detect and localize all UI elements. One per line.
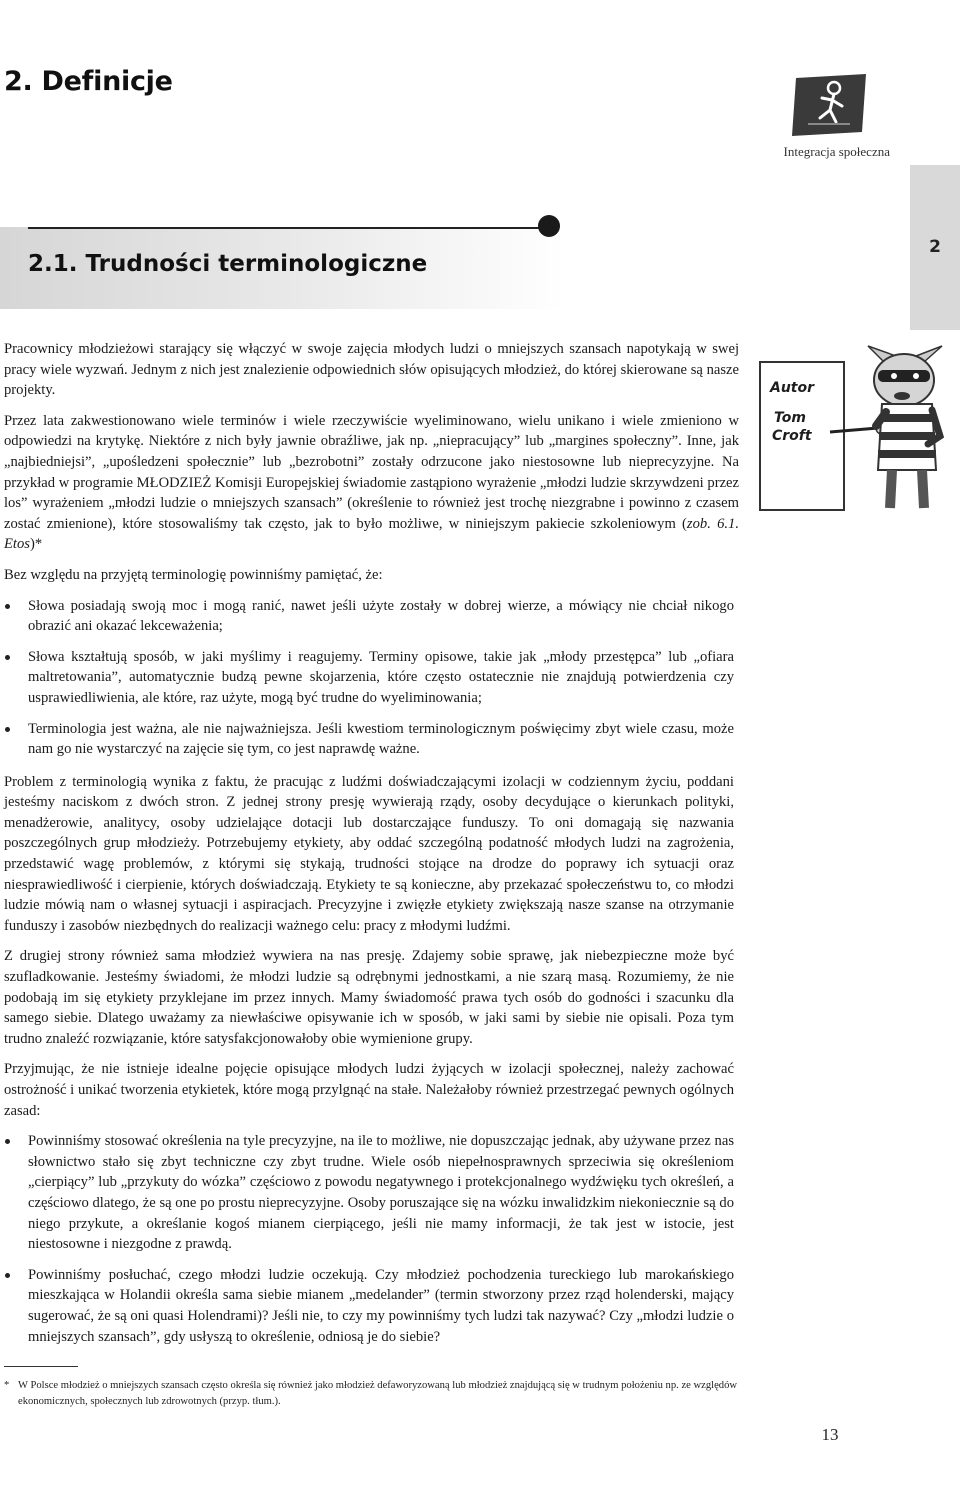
integration-logo xyxy=(790,74,870,138)
footnote-marker: )* xyxy=(29,536,43,553)
section-rule xyxy=(28,227,548,229)
logo-caption: Integracja społeczna xyxy=(783,144,890,159)
footnote-mark: * xyxy=(4,1380,10,1391)
footnote-rule xyxy=(4,1366,78,1367)
youth-pressure-paragraph: Z drugiej strony również sama młodzież wywiera na nas presję. Zdajemy sobie sprawę, jak niebezpieczne może być szufladkowanie. Jesteśmy świadomi, że młodzi ludzie są odrębnymi jednostkami, a nie szarą masą. Rozumiemy, że nie podobają im się etykiety przyklejane im przez innych. Mamy świadomość prawa tych osób do godności i szacunku dla samego siebie. Dlatego uważamy za niewłaściwe opisywanie ich w sposób, w jaki sami by siebie nie opisali. Poza tym trudno znaleźć rozwiązanie, które satysfakcjonowałoby obie wymienione grupy. xyxy=(4,948,734,1047)
footnote-text: W Polsce młodzież o mniejszych szansach często określa się również jako młodzież defaworyzowaną lub młodzież znajdującą się w trudnym położeniu np. ze względów ekonomicznych, społecznych lub zdrowotnych (przyp. tłum.). xyxy=(18,1380,738,1407)
list-item: Słowa posiadają swoją moc i mogą ranić, nawet jeśli użyte zostały w dobrej wierze, a mówiący nie chciał nikogo obrazić ani okazać lekceważenia; xyxy=(4,596,734,637)
chapter-title: 2. Definicje xyxy=(4,66,173,97)
principles-list xyxy=(4,1131,734,1347)
author-illustration xyxy=(756,340,956,520)
section-dot xyxy=(538,215,560,237)
list-item: Słowa kształtują sposób, w jaki myślimy i reagujemy. Terminy opisowe, takie jak „młody przestępca” lub „ofiara maltretowania”, automatycznie budzą pewne skojarzenia, które często ostatecznie nie znajdują potwierdzenia czy usprawiedliwienia, ale które, raz użyte, mogą być trudne do wyeliminowania; xyxy=(4,647,734,709)
cartoon-cat-pointer-icon xyxy=(756,340,956,520)
terms-history-text: Przez lata zakwestionowano wiele terminów i wiele rzeczywiście wyeliminowano, wielu unikano i wiele zmieniono w odpowiedzi na krytykę. Niektóre z nich były jawnie obraźliwe, jak np. „niepracujący” lub „margines społeczny”. Inne, jak „najbiedniejsi”, „upośledzeni społecznie” lub „bezrobotni” zostały odrzucone jako niestosowne lub nieprecyzyjne. Na przykład w programie MŁODZIEŻ Komisji Europejskiej świadomie zastąpiono wyrażenie „młodzi ludzie skrzywdzeni przez los” wyrażeniem „młodzi ludzie o mniejszych szansach” (określenie to również jest trochę niezgrabne i powinno z czasem zostać zmienione), które stosowaliśmy tak często, jak to było możliwe, w niniejszym pakiecie szkoleniowym ( xyxy=(4,412,739,532)
list-item: Powinniśmy stosować określenia na tyle precyzyjne, na ile to możliwe, nie dopuszczając jednak, aby używane przez nas słownictwo stało się zbyt techniczne czy zbyt trudne. Wiele osób niepełnosprawnych sprzeciwia się określeniom „cierpiący” lub „przykuty do wózka” częściowo z powodu negatywnego i protekcjonalnego wydźwięku tych określeń, a częściowo dlatego, że są one po prostu nieprecyzyjne. Osoby poruszające się na wózku inwalidzkim niekoniecznie są do niego przykute, a określanie kogoś mianem cierpiącego, jeśli nie mamy informacji, że tak jest w istocie, jest niestosowne i niezgodne z prawdą. xyxy=(4,1131,734,1255)
footnote xyxy=(4,1378,739,1410)
list-item: Terminologia jest ważna, ale nie najważniejsza. Jeśli kwestiom terminologicznym poświęcimy zbyt wiele czasu, może nam go nie wystarczyć na zajęcie się tym, co jest naprawdę ważne. xyxy=(4,719,734,760)
list-item: Powinniśmy posłuchać, czego młodzi ludzie oczekują. Czy młodzież pochodzenia tureckiego lub marokańskiego mieszkająca w Holandii określa sama siebie mianem „medelander” (termin stworzony przez rząd holenderski, mający sugerować, że są oni quasi Holendrami)? Jeśli nie, to czy my powinniśmy tych ludzi tak nazywać? Czy „młodzi ludzie o mniejszych szansach”, gdy usłyszą to określenie, odniosą je do siebie? xyxy=(4,1265,734,1347)
intro-paragraph: Pracownicy młodzieżowi starający się włączyć w swoje zajęcia młodych ludzi o mniejszych szansach napotykają w swej pracy wiele wyzwań. Jednym z nich jest znalezienie odpowiednich słów opisujących młodzież, do której skierowane są nasze projekty. xyxy=(4,341,739,399)
board-line-1: Autor xyxy=(770,380,815,396)
board-line-2: Tom xyxy=(774,410,806,426)
section-title: 2.1. Trudności terminologiczne xyxy=(28,251,428,277)
terms-history-paragraph xyxy=(4,411,739,555)
chapter-side-tab xyxy=(910,165,960,330)
reminder-intro: Bez względu na przyjętą terminologię powinniśmy pamiętać, że: xyxy=(4,566,383,583)
figure-climbing-icon xyxy=(790,74,870,138)
cross-reference: zob. 6.1. Etos xyxy=(4,515,739,553)
board-line-3: Croft xyxy=(772,428,812,444)
article-body xyxy=(4,339,739,1359)
side-tab-number: 2 xyxy=(929,237,941,257)
principles-intro: Przyjmując, że nie istnieje idealne pojęcie opisujące młodych ludzi żyjących w izolacji społecznej, należy zachować ostrożność i unikać tworzenia etykietek, które mogą przylgnąć na stałe. Należałoby również przestrzegać pewnych ogólnych zasad: xyxy=(4,1061,734,1119)
reminder-list xyxy=(4,596,734,760)
pressure-paragraph: Problem z terminologią wynika z faktu, że pracując z ludźmi doświadczającymi izolacji w codziennym życiu, poddani jesteśmy naciskom z dwóch stron. Z jednej strony presję wywierają rządy, osoby decydujące o kierunkach polityki, menadżerowie, analitycy, osoby udzielające dotacji lub dostarczające funduszy. To oni domagają się nazwania poszczególnych grup młodzieży. Potrzebujemy etykiety, aby oddać szczególną podatność młodych ludzi na zagrożenia, przedstawić wagę problemów, z którymi się stykają, trudności stojące na drodze do poprawy ich sytuacji oraz niesprawiedliwość i cierpienie, których doświadczają. Etykiety te są konieczne, aby przekazać społeczeństwu to, co młodzi ludzie mówią nam o własnej sytuacji i aspiracjach. Precyzyjne i zwięzłe etykiety zwiększają nasze szanse na otrzymanie funduszy i zasobów niezbędnych do realizacji ważnego celu: pracy z młodymi ludźmi. xyxy=(4,773,734,934)
page-number: 13 xyxy=(821,1425,839,1444)
